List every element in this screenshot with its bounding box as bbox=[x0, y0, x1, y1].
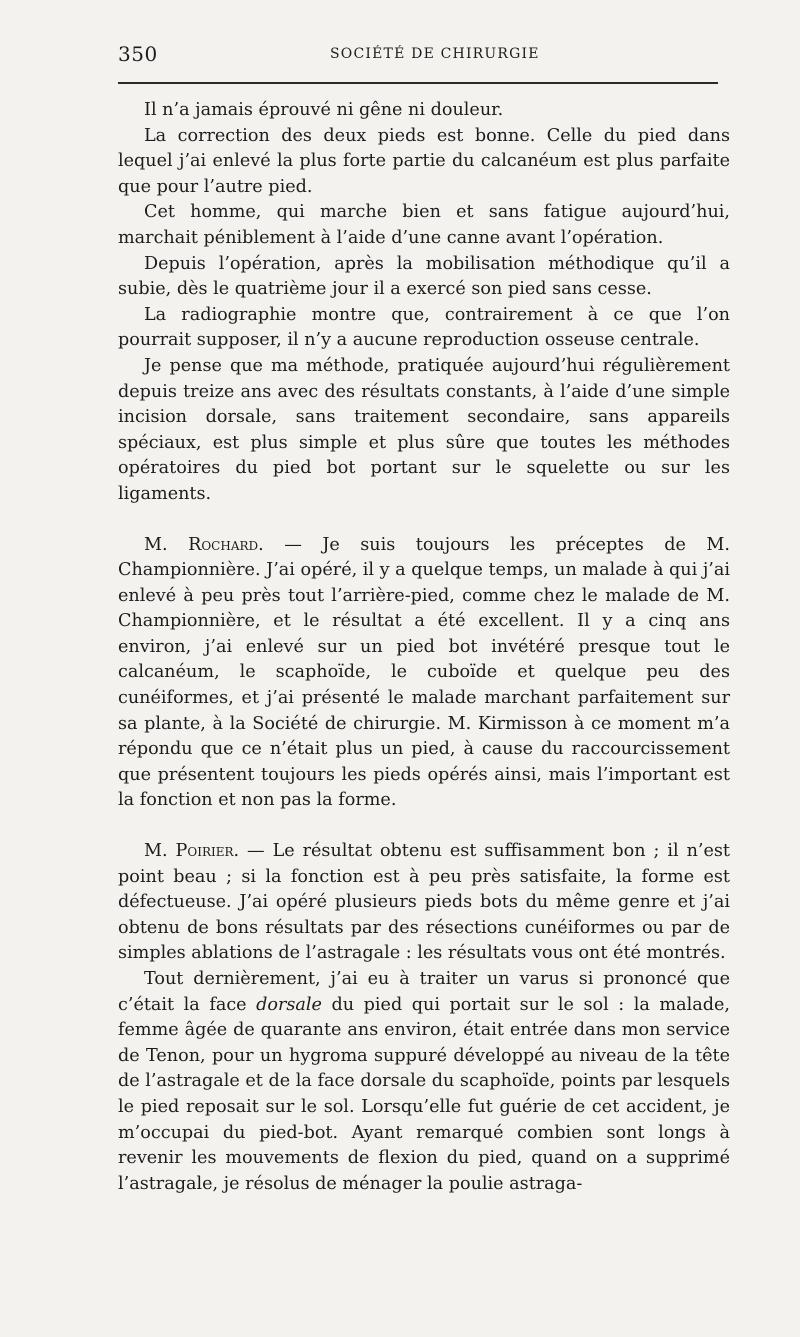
paragraph-text: du pied qui portait sur le sol : la malade, femme âgée de quarante ans environ, était entrée dans mon service de Tenon, pour un hygroma suppuré développé au niveau de la tête de l’astragale et de la face dorsale du scaphoïde, points par lesquels le pied reposait sur le sol. Lorsqu’elle fut guérie de cet accident, je m’occupai du pied-bot. Ayant remarqué combien sont longs à revenir les mouvements de flexion du pied, quand on a supprimé l’astragale, je résolus de ménager la poulie astraga- bbox=[118, 994, 730, 1194]
paragraph-rochard bbox=[118, 533, 730, 815]
paragraph: La correction des deux pieds est bonne. Celle du pied dans lequel j’ai enlevé la plus forte partie du calcanéum est plus parfaite que pour l’autre pied. bbox=[118, 125, 730, 197]
paragraph: Cet homme, qui marche bien et sans fatigue aujourd’hui, marchait péniblement à l’aide d’une canne avant l’opération. bbox=[118, 202, 730, 248]
paragraph-body: — Je suis toujours les préceptes de M. Championnière. J’ai opéré, il y a quelque temps, un malade à qui j’ai enlevé à peu près tout l’arrière-pied, comme chez le malade de M. Championnière, et le résultat a été excellent. Il y a cinq ans environ, j’ai enlevé sur un pied bot invétéré presque tout le calcanéum, le scaphoïde, le cuboïde et quelque peu des cunéiformes, et j’ai présenté le malade marchant parfaitement sur sa plante, à la Société de chirurgie. M. Kirmisson à ce moment m’a répondu que ce n’était plus un pied, à cause du raccourcissement que présentent toujours les pieds opérés ainsi, mais l’important est la fonction et non pas la forme. bbox=[118, 534, 730, 811]
paragraph: La radiographie montre que, contrairement à ce que l’on pourrait supposer, il n’y a aucune reproduction osseuse centrale. bbox=[118, 304, 730, 351]
paragraph-body: — Le résultat obtenu est suffisamment bon ; il n’est point beau ; si la fonction est à peu près satisfaite, la forme est défectueuse. J’ai opéré plusieurs pieds bots du même genre et j’ai obtenu de bons résultats par des résections cunéiformes ou par de simples ablations de l’astragale : les résultats vous ont été montrés. bbox=[118, 841, 730, 964]
paragraph: Depuis l’opération, après la mobilisation méthodique qu’il a subie, dès le quatrième jour il a exercé son pied sans cesse. bbox=[118, 253, 730, 300]
speaker-name: M. Rochard. bbox=[144, 534, 264, 555]
page-number: 350 bbox=[118, 42, 158, 66]
running-title: SOCIÉTÉ DE CHIRURGIE bbox=[330, 46, 540, 62]
emphasis-text: dorsale bbox=[256, 994, 322, 1015]
paragraph-text: Tout dernièrement, j’ai eu à traiter un varus si prononcé que c’était la face bbox=[118, 969, 730, 1015]
page-header bbox=[118, 42, 730, 68]
header-rule bbox=[118, 82, 718, 84]
paragraph bbox=[118, 967, 730, 1197]
paragraph: Il n’a jamais éprouvé ni gêne ni douleur. bbox=[144, 100, 504, 120]
body-text bbox=[118, 98, 730, 1197]
paragraph: Je pense que ma méthode, pratiquée aujourd’hui régulièrement depuis treize ans avec des résultats constants, à l’aide d’une simple incision dorsale, sans traitement secondaire, sans appareils spéciaux, est plus simple et plus sûre que toutes les méthodes opératoires du pied bot portant sur le squelette ou sur les ligaments. bbox=[118, 355, 730, 504]
paragraph-poirier bbox=[118, 839, 730, 967]
speaker-name: M. Poirier. bbox=[144, 841, 240, 862]
